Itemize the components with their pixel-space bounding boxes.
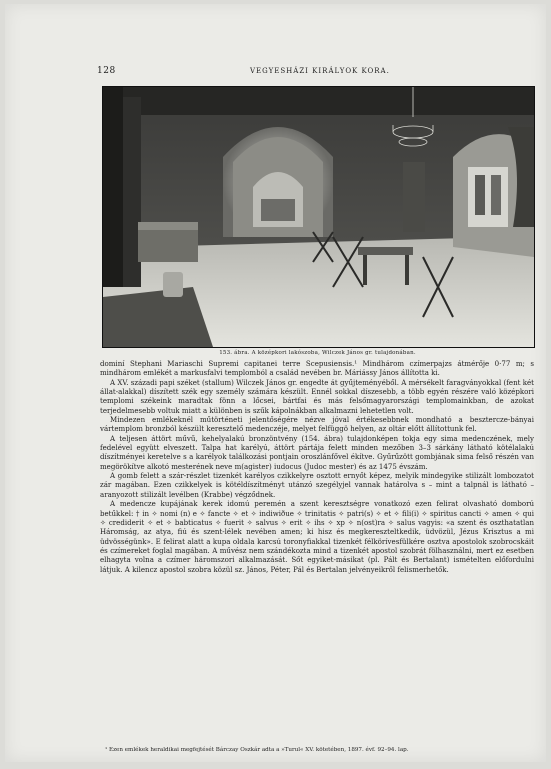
- body-text: [100, 359, 534, 574]
- paragraph-4: A teljesen áttört művű, kehelyalakú bronzöntvény (154. ábra) tulajdonképen tokja egy sima medenczének, mely fedelével együtt elveszett. Talpa hat karélyú, áttört pártája felett minden mezőben 3–3 sárkány látható kötélalakú díszítményei keretelve s a karélyok találkozási pontjain oroszlánfővel ékítve. Gyűrűzött gombjának sima felső részén van megörökítve alkotó mesterének neve m(agister) iudocus (Judoc mester) és az 1475 évszám.: [100, 433, 534, 471]
- interior-photograph: [102, 86, 535, 348]
- paragraph-2: A XV. századi papi széket (stallum) Wilczek János gr. engedte át gyűjteményéből. A mérsékelt faragványokkal (fent két állat-alakkal) díszített szék egy személy számára készült. Ennél sokkal díszesebb, a több egyén részére való középkori templomi székeink maradtak fönn a lőcsei, bártfai és más felsőmagyarországi templomainkban, de azokat terjedelmesebb voltuk miatt a különben is szűk kápolnákban alkalmazni lehetetlen volt.: [100, 377, 534, 415]
- paragraph-6: A medencze kupájának kerek idomú peremén a szent keresztségre vonatkozó ezen felirat olvasható domború betűkkel: † in ✧ nomi (n) e ✧ fancte ✧ et ✧ indiwiðue ✧ trinitatis ✧ patri(s) ✧ et ✧ fili(i) ✧ spiritus cancti ✧ amen ✧ qui ✧ crediderit ✧ et ✧ babticatus ✧ fuerit ✧ salvus ✧ erit ✧ ihs ✧ xp ✧ n(ost)ra ✧ salus vagyis: «a szent és oszthatatlan Háromság, az atya, fiú és szent-lélek nevében amen; ki hisz és megkereszteltkedik, üdvözül, Jézus Krisztus a mi üdvösségünk». E felirat alatt a kupa oldala karcsú toronyfiakkal tizenkét félkörívesfülkére osztva apostolok szobrocskáit és czímereket foglal magában. A művész nem szándékozta mind a tizenkét apostol szobrát fölhasználni, mert ez esetben elhagyta volna a czímer háromszori alkalmazását. Sőt egyiket-másikat (pl. Pált és Bertalant) ismételten előfordulni látjuk. A kilencz apostol szobra közül sz. János, Péter, Pál és Bertalan jelvényeikről felismerhetők.: [100, 499, 534, 574]
- footnote: ¹ Ezen emlékek heraldikai megfejtését Bárczay Oszkár adta a »Turul« XV. kötetében, 1897. évf. 92–94. lap.: [105, 747, 409, 753]
- figure-caption: 153. ábra. A középkori lakószoba, Wilczek János gr. tulajdonában.: [219, 350, 416, 356]
- page-number: 128: [97, 66, 116, 76]
- paragraph-5: A gomb felett a szár-részlet tizenkét karélyos czikkelyre osztott ernyőt képez, melyik mindegyike stilizált lombozatot zár magában. Ezen czikkelyek is kötéldíszítményt utánzó szegélyjel vannak határolva s – mint a talpnál is látható – aranyozott stilizált levélben (Krabbe) végződnek.: [100, 471, 534, 499]
- running-title: VEGYESHÁZI KIRÁLYOK KORA.: [250, 67, 390, 75]
- paragraph-3: Mindezen emlékeknél műtörténeti jelentőségére nézve jóval értékesebbnek mondható a besztercze-bányai vártemplom bronzból készült keresztelő medenczéje, melyet felfüggö helyen, az oltár előtt állítottunk fel.: [100, 415, 534, 434]
- paragraph-1: dominí Stephani Mariaschi Supremi capitanei terre Scepusiensis.¹ Mindhárom czímerpajzs átmérője 0·77 m; s mindhárom emlékét a markusfalvi templomból a család nevében br. Máriássy János állította ki.: [100, 359, 534, 378]
- book-page: [5, 4, 546, 762]
- room-photo-illustration: [103, 87, 534, 347]
